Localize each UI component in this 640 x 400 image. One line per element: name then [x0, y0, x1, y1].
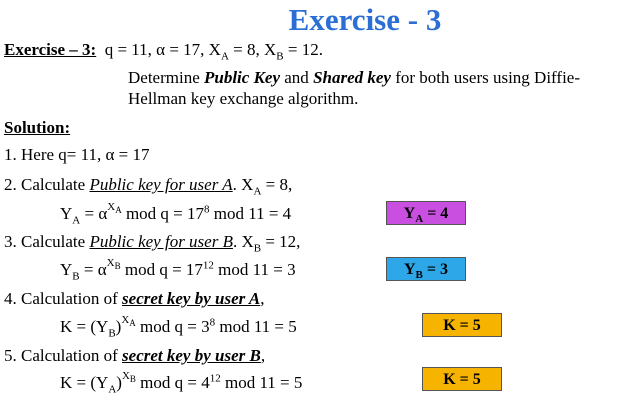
- badge-k-user-a: K = 5: [422, 313, 502, 337]
- text: and: [280, 68, 314, 87]
- sup: [107, 201, 122, 216]
- sub: B: [108, 327, 116, 340]
- badge-k-user-b: K = 5: [422, 367, 502, 391]
- sub: B: [72, 270, 80, 283]
- sup: 8: [209, 316, 216, 329]
- text: Y: [60, 260, 73, 279]
- text: mod 11 = 5: [220, 373, 303, 392]
- text: = 8,: [261, 175, 293, 194]
- given-values: q = 11, α = 17, X: [104, 40, 221, 59]
- sub: A: [72, 214, 81, 227]
- exercise-statement: [4, 40, 323, 63]
- text: ,: [260, 346, 266, 365]
- text: ,: [260, 289, 265, 308]
- text: Determine: [128, 68, 204, 87]
- sup: [106, 257, 121, 272]
- text: K = (Y: [60, 317, 109, 336]
- text: Public key for user B: [89, 232, 233, 251]
- text: 2. Calculate: [4, 175, 90, 194]
- sub: A: [253, 185, 262, 198]
- sub: A: [129, 318, 136, 329]
- step-1: 1. Here q= 11, α = 17: [4, 145, 150, 164]
- text: secret key by user B: [122, 346, 261, 365]
- sub: A: [415, 213, 424, 226]
- badge-ya: [386, 201, 466, 225]
- step-3: [4, 232, 301, 255]
- text: for both users using Diffie-: [390, 68, 581, 87]
- text: Y: [403, 205, 416, 222]
- text: mod 11 = 4: [209, 204, 292, 223]
- step-5: [4, 346, 265, 366]
- text: mod q = 17: [120, 260, 203, 279]
- sup: [121, 314, 136, 329]
- sub: B: [129, 374, 136, 385]
- text: secret key by user A: [122, 289, 261, 308]
- text: 4. Calculation of: [4, 289, 123, 308]
- solution-label: Solution:: [4, 118, 71, 137]
- text: . X: [232, 232, 254, 251]
- text: = 4: [423, 205, 449, 222]
- text: = 12.: [283, 40, 323, 59]
- text: mod 11 = 3: [213, 260, 296, 279]
- shared-key-term: Shared key: [313, 68, 391, 87]
- text: mod q = 4: [135, 373, 210, 392]
- exercise-label: Exercise – 3:: [4, 40, 97, 59]
- text: mod q = 3: [135, 317, 210, 336]
- step-4: [4, 289, 264, 309]
- step-3-equation: [60, 257, 296, 283]
- text: 5. Calculation of: [4, 346, 123, 365]
- text: mod q = 17: [121, 204, 204, 223]
- text: = 3: [422, 261, 449, 278]
- text: Y: [403, 261, 416, 278]
- sup: 8: [204, 203, 210, 216]
- text: = 12,: [261, 232, 301, 251]
- sub: B: [114, 261, 121, 272]
- exercise-description-line2: Hellman key exchange algorithm.: [128, 89, 359, 108]
- text: ): [116, 373, 122, 392]
- text: mod 11 = 5: [215, 317, 297, 336]
- badge-yb: [386, 257, 466, 281]
- step-2: [4, 175, 293, 198]
- sub: A: [108, 383, 117, 396]
- sup: [121, 370, 136, 385]
- sup: 12: [209, 372, 221, 385]
- text: K = (Y: [60, 373, 109, 392]
- text: ): [115, 317, 122, 336]
- text: . X: [232, 175, 254, 194]
- sub: B: [276, 50, 284, 63]
- exercise-description-line1: [128, 68, 580, 88]
- sub: A: [115, 205, 122, 216]
- text: X: [106, 257, 115, 270]
- page-title: Exercise - 3: [288, 2, 442, 37]
- text: X: [121, 314, 130, 327]
- text: = α: [80, 204, 108, 223]
- step-4-equation: [60, 314, 297, 340]
- text: = 8, X: [228, 40, 277, 59]
- text: X: [107, 201, 116, 214]
- sub: B: [415, 269, 423, 282]
- text: 3. Calculate: [4, 232, 90, 251]
- public-key-term: Public Key: [204, 68, 281, 87]
- text: = α: [79, 260, 107, 279]
- text: Public key for user A: [89, 175, 233, 194]
- text: X: [121, 370, 130, 383]
- step-2-equation: [60, 201, 292, 227]
- sup: 12: [202, 259, 214, 272]
- sub: A: [220, 50, 229, 63]
- text: Y: [60, 204, 73, 223]
- step-5-equation: [60, 370, 303, 396]
- sub: B: [253, 242, 262, 255]
